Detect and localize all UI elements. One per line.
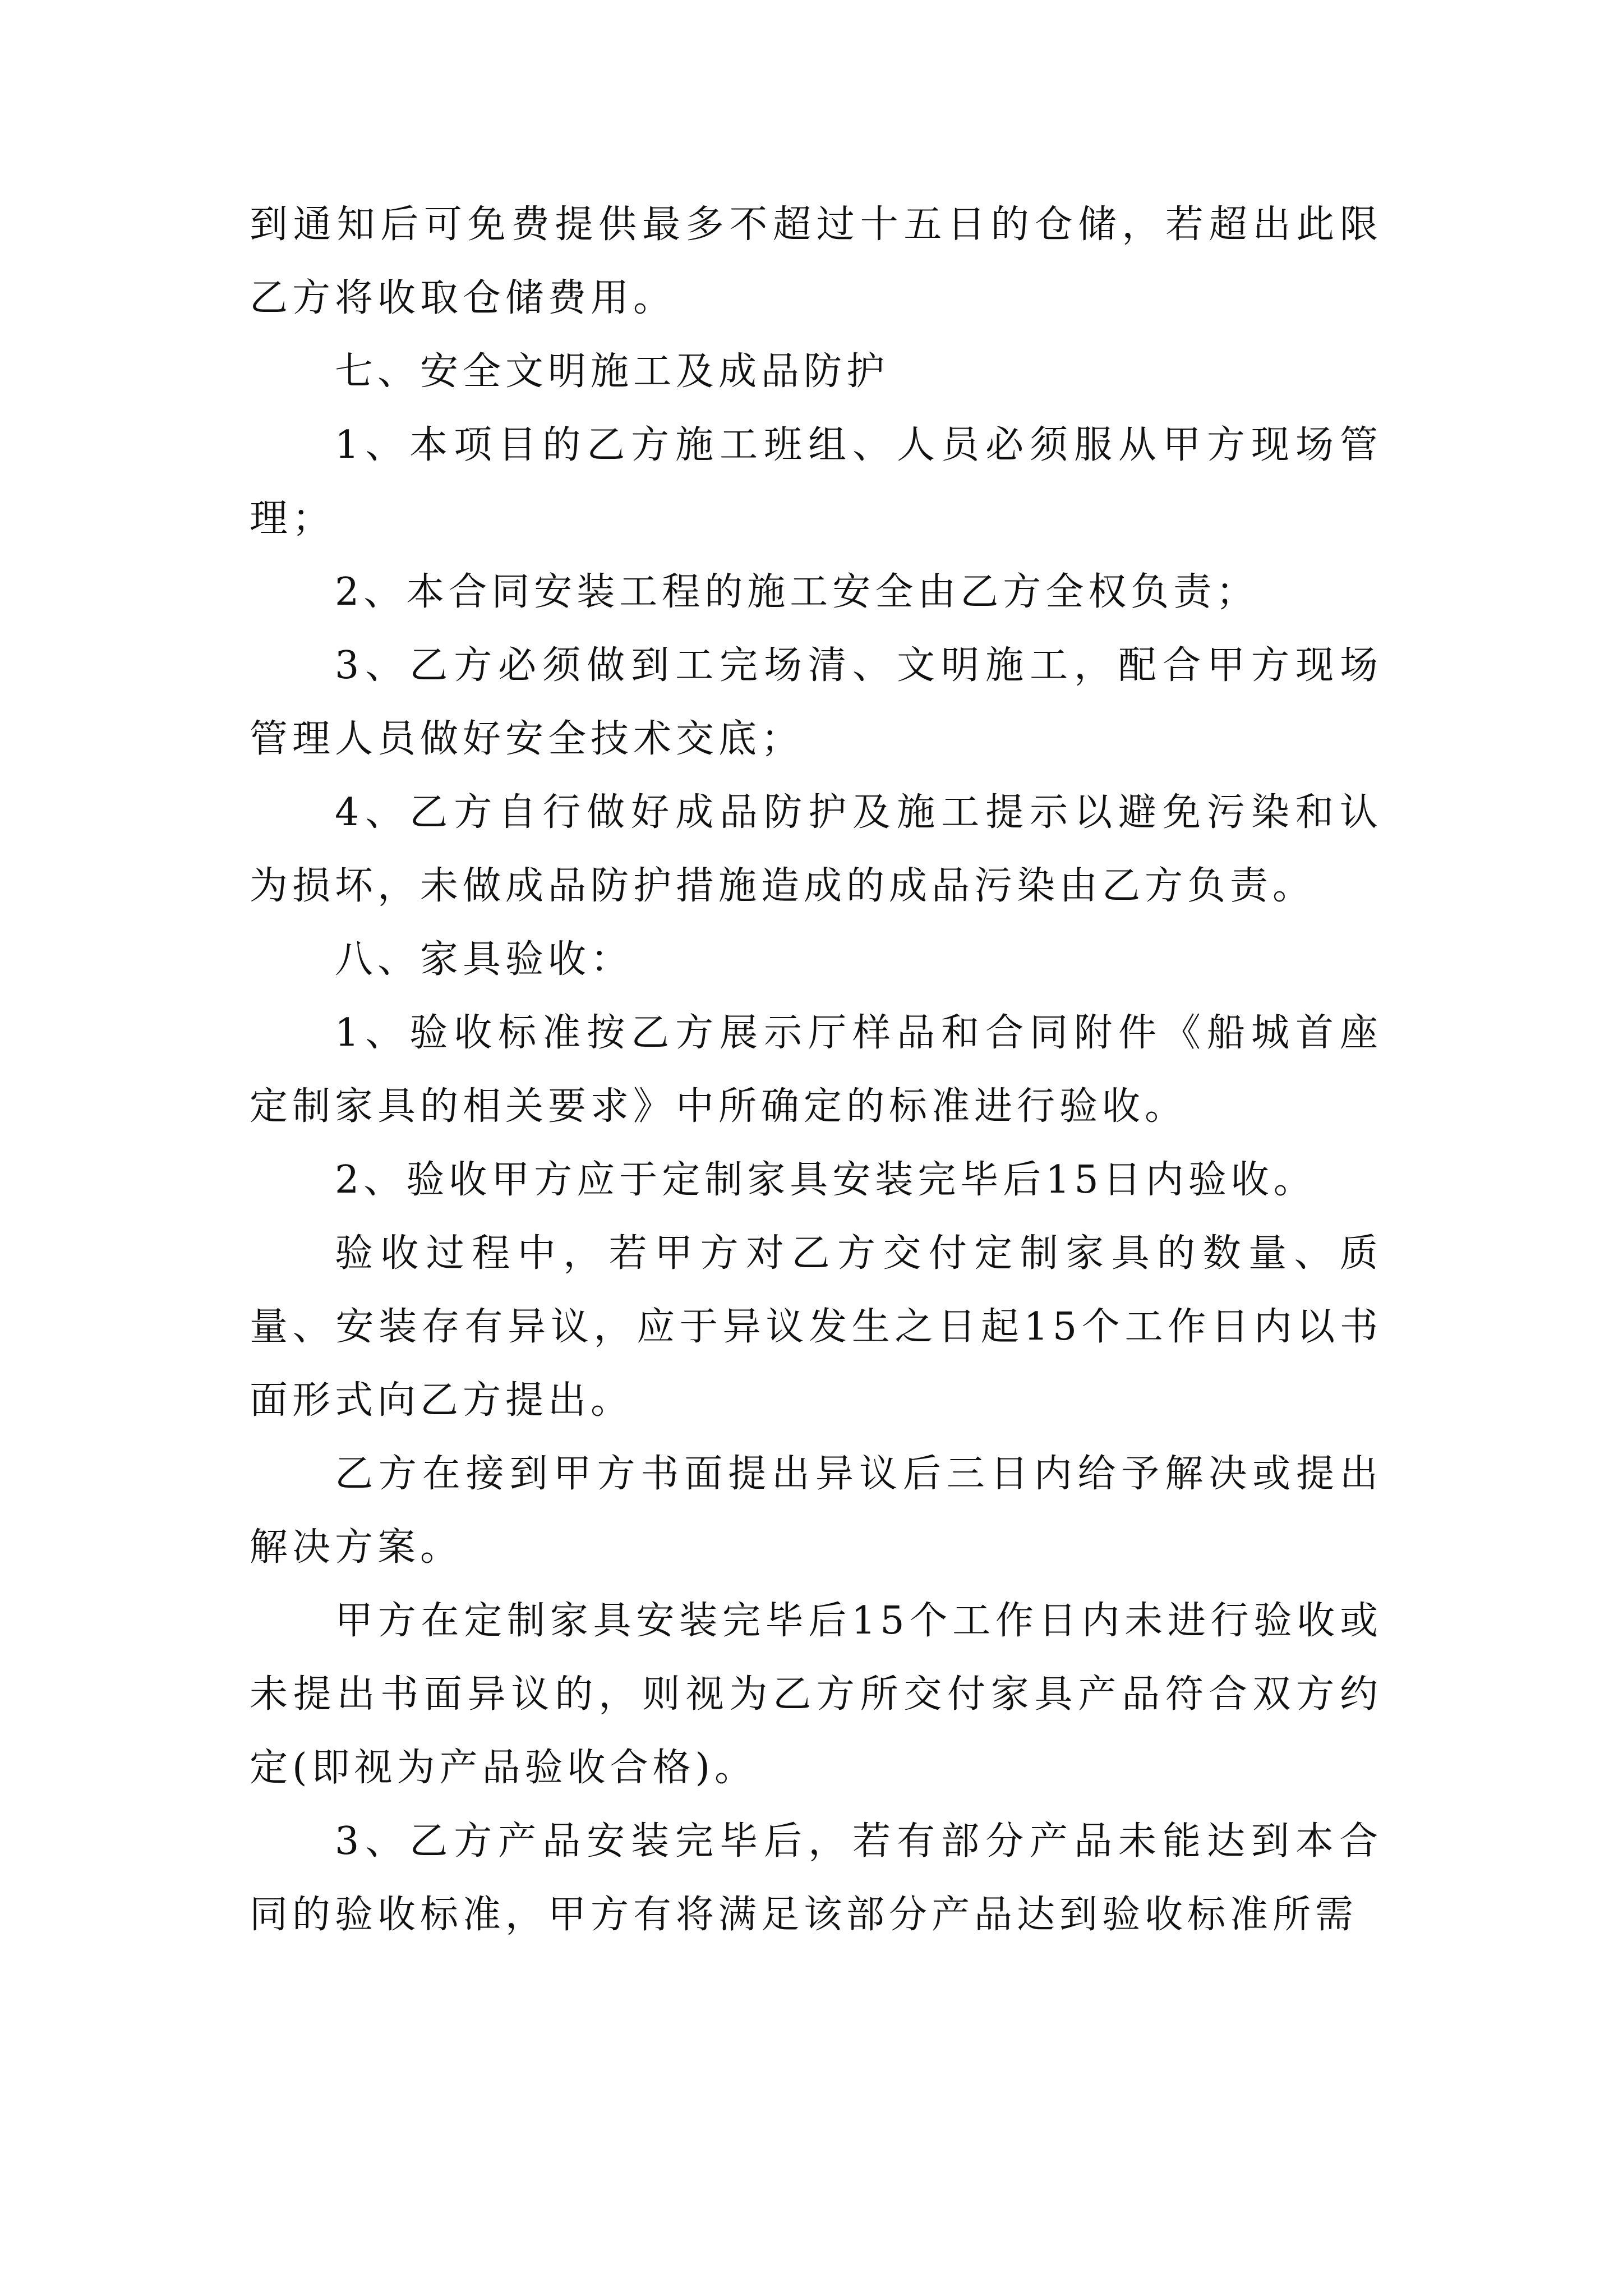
document-body [250,188,1382,1952]
paragraph-acceptance-item-2: 2、验收甲方应于定制家具安装完毕后15日内验收。 [335,1158,1316,1202]
paragraph-acceptance-item-3: 3、乙方产品安装完毕后，若有部分产品未能达到本合同的验收标准，甲方有将满足该部分产品达到验收标准所需 [250,1819,1382,1937]
paragraph-acceptance-item-1: 1、验收标准按乙方展示厅样品和合同附件《船城首座定制家具的相关要求》中所确定的标准进行验收。 [250,1011,1382,1129]
paragraph-safety-item-4: 4、乙方自行做好成品防护及施工提示以避免污染和认为损坏，未做成品防护措施造成的成品污染由乙方负责。 [250,790,1382,908]
section-heading-acceptance: 八、家具验收： [335,937,634,982]
paragraph-acceptance-objection: 验收过程中，若甲方对乙方交付定制家具的数量、质量、安装存有异议，应于异议发生之日起15个工作日内以书面形式向乙方提出。 [250,1231,1382,1423]
paragraph-safety-item-1: 1、本项目的乙方施工班组、人员必须服从甲方现场管理； [250,423,1382,541]
paragraph-acceptance-deemed: 甲方在定制家具安装完毕后15个工作日内未进行验收或未提出书面异议的，则视为乙方所交付家具产品符合双方约定(即视为产品验收合格)。 [250,1599,1382,1790]
paragraph-safety-item-2: 2、本合同安装工程的施工安全由乙方全权负责； [335,570,1259,614]
paragraph-storage-fee: 到通知后可免费提供最多不超过十五日的仓储，若超出此限乙方将收取仓储费用。 [250,203,1382,320]
section-heading-safety: 七、安全文明施工及成品防护 [335,349,889,394]
paragraph-acceptance-resolution: 乙方在接到甲方书面提出异议后三日内给予解决或提出解决方案。 [250,1452,1382,1570]
paragraph-safety-item-3: 3、乙方必须做到工完场清、文明施工，配合甲方现场管理人员做好安全技术交底； [250,643,1382,761]
